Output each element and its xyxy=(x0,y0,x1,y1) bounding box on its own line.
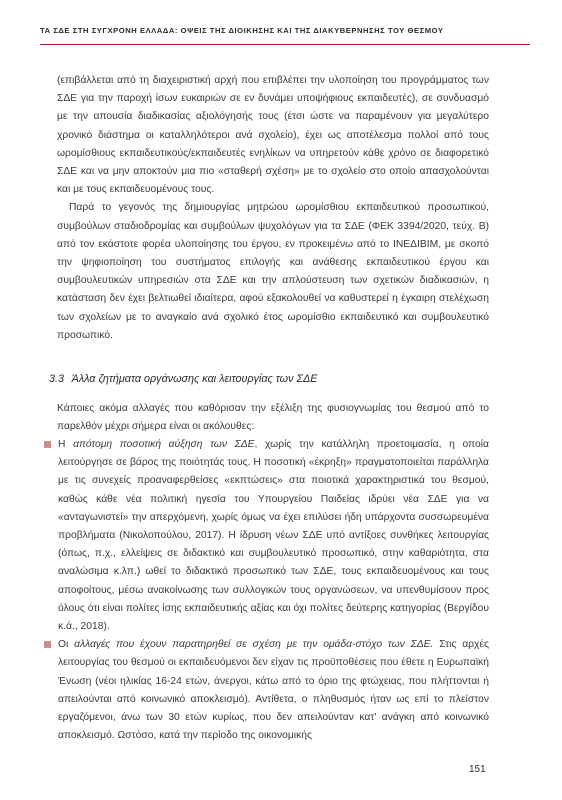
bullet-text: Στις αρχές λειτουργίας του θεσμού οι εκπαιδευόμενοι δεν είχαν τις προϋποθέσεις που έθετε η Ευρωπαϊκή Ένωση (νέοι ηλικίας 16-24 ετών, άνεργοι, κάτω από το όριο της φτώχειας, που πλήττονται ή απειλούνται από κοινωνικό αποκλεισμό). Αντίθετα, ο πληθυσμός ήταν ως επί το πλείστον εργαζόμενοι, άνω των 30 ετών κυρίως, που δεν απειλούνταν κατ' ανάγκη από κοινωνικό αποκλεισμό. Ωστόσο, κατά την περίοδο της οικονομικής xyxy=(58,639,489,742)
body-text xyxy=(57,72,489,345)
bullet-emphasis: απότομη ποσοτική αύξηση των ΣΔΕ xyxy=(73,439,255,450)
square-bullet-icon xyxy=(44,641,51,648)
bullet-list xyxy=(43,436,489,745)
section-number: 3.3 xyxy=(49,373,65,385)
square-bullet-icon xyxy=(44,441,51,448)
paragraph-continued: (επιβάλλεται από τη διαχειριστική αρχή που επιβλέπει την υλοποίηση του προγράμματος των ΣΔΕ για την παροχή ίσων ευκαιριών σε εν δυνάμει υποψήφιους εκπαιδευτές), σε συνδυασμό με την απουσία διαδικασίας αξιολόγησής τους (έτσι ώστε να παραμένουν για μεγαλύτερο χρονικό διάστημα οι καταλληλότεροι ανά σχολείο), έχει ως αποτέλεσμα πολλοί από τους ωρομίσθιους εκπαιδευτικούς/εκπαιδευτές ενηλίκων να υπηρετούν κάθε χρόνο σε διαφορετικό ΣΔΕ και να μην αποκτούν μια πιο «σταθερή σχέση» με το σχολείο στο οποίο απασχολούνται και με τους εκπαιδευομένους τους. xyxy=(57,75,489,196)
bullet-text: , χωρίς την κατάλληλη προετοιμασία, η οποία λειτούργησε σε βάρος της ποιότητάς τους. Η ποσοτική «έκρηξη» πραγματοποιείται παράλληλα με τις συνεχείς προαναφερθείσες «εκπτώσεις» στα ποιοτικά χαρακτηριστικά του θεσμού, καθώς κάθε νέα πολιτική ηγεσία του Υπουργείου Παιδείας ιδρύει νέα ΣΔΕ για να «ανταγωνιστεί» την απερχόμενη, χωρίς όμως να έχει επιλύσει ήδη υπάρχοντα συσσωρευμένα προβλήματα (Νικολοπούλου, 2017). Η ίδρυση νέων ΣΔΕ υπό αντίξοες συνθήκες λειτουργίας (όπως, π.χ., ελλείψεις σε διδακτικό και συμβουλευτικό προσωπικό, στην καθαριότητα, στα αναλώσιμα κ.λπ.) ωθεί το διδακτικό προσωπικό των ΣΔΕ, τους εκπαιδευομένους και τους αποφοίτους, μέσω ανακοίνωσης των συλλογικών τους οργανώσεων, να υπενθυμίσουν προς όλους ότι είναι πολίτες ίσης εκπαιδευτικής αξίας και όχι πολίτες δεύτερης κατηγορίας (Βεργίδου κ.ά., 2018). xyxy=(58,439,489,633)
section-title: Άλλα ζητήματα οργάνωσης και λειτουργίας των ΣΔΕ xyxy=(71,373,318,385)
list-item xyxy=(43,636,489,745)
section-heading xyxy=(49,373,489,385)
bullet-lead: Η xyxy=(58,439,74,450)
list-item xyxy=(43,436,489,636)
page-number: 151 xyxy=(469,764,486,775)
section-intro: Κάποιες ακόμα αλλαγές που καθόρισαν την εξέλιξη της φυσιογνωμίας του θεσμού από το παρελθόν μέχρι σήμερα είναι οι ακόλουθες: xyxy=(57,403,489,433)
header-rule xyxy=(40,44,530,45)
bullet-emphasis: αλλαγές που έχουν παρατηρηθεί σε σχέση με την ομάδα-στόχο των ΣΔΕ. xyxy=(74,639,434,651)
running-header: ΤΑ ΣΔΕ ΣΤΗ ΣΥΓΧΡΟΝΗ ΕΛΛΑΔΑ: ΟΨΕΙΣ ΤΗΣ ΔΙΟΙΚΗΣΗΣ ΚΑΙ ΤΗΣ ΔΙΑΚΥΒΕΡΝΗΣΗΣ ΤΟΥ ΘΕΣΜΟΥ xyxy=(40,26,444,35)
bullet-lead: Οι xyxy=(58,639,75,651)
paragraph: Παρά το γεγονός της δημιουργίας μητρώου ωρομίσθιου εκπαιδευτικού προσωπικού, συμβούλων σταδιοδρομίας και συμβούλων ψυχολόγων για τα ΣΔΕ (ΦΕΚ 3394/2020, τεύχ. Β) από τον εκάστοτε φορέα υλοποίησης του έργου, εν προκειμένω από το ΙΝΕΔΙΒΙΜ, με σκοπό την ψηφιοποίηση του συστήματος επιλογής και ανάθεσης εκπαιδευτικού έργου και συμβουλευτικών υπηρεσιών στα ΣΔΕ και την απλούστευση των σχετικών διαδικασιών, η κατάσταση δεν έχει βελτιωθεί ιδιαίτερα, αφού εξακολουθεί να καθυστερεί η έγκαιρη στελέχωση των σχολείων με το αναγκαίο ανά σχολικό έτος ωρομίσθιο εκπαιδευτικό και συμβουλευτικό προσωπικό. xyxy=(57,202,489,341)
